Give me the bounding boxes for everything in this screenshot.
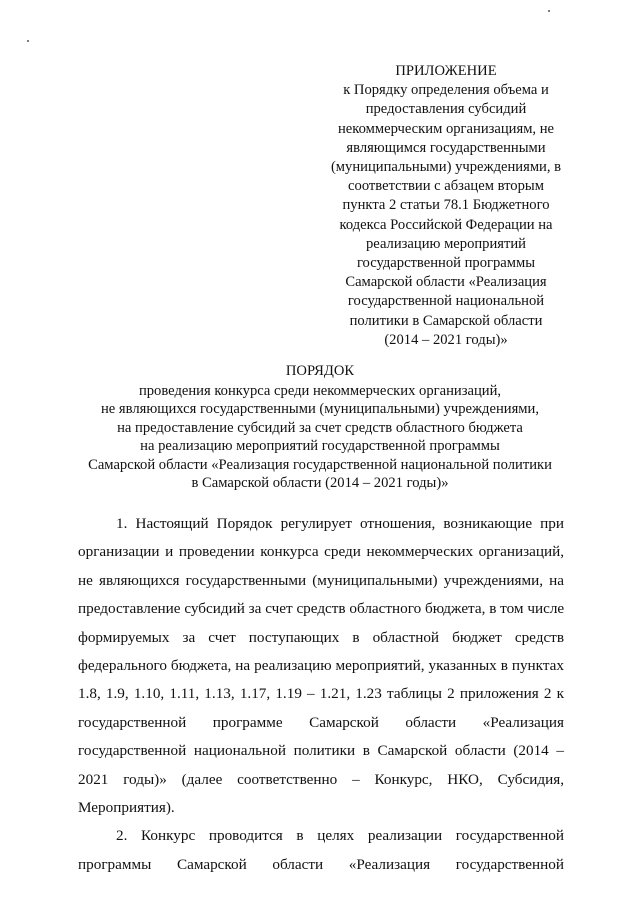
document-title: ПОРЯДОК: [285, 363, 355, 379]
paragraph-line: государственной программе Самарской области «Реализация: [78, 713, 564, 731]
appendix-line: Самарской области «Реализация: [345, 274, 547, 291]
paragraph-line: государственной национальной политики в Самарской области (2014 –: [78, 742, 564, 760]
subtitle-line: на предоставление субсидий за счет средств областного бюджета: [117, 419, 523, 436]
paragraph-1-first-line: 1. Настоящий Порядок регулирует отношения, возникающие при: [116, 515, 564, 532]
paragraph-line: организации и проведении конкурса среди некоммерческих организаций,: [78, 543, 564, 561]
appendix-line: предоставления субсидий: [365, 101, 527, 118]
scan-speck: [27, 40, 29, 42]
paragraph-line: 2021 годы)» (далее соответственно – Конкурс, НКО, Субсидия,: [78, 770, 564, 788]
appendix-line: соответствии с абзацем вторым: [348, 178, 544, 195]
appendix-line: государственной программы: [356, 255, 536, 272]
subtitle-line: в Самарской области (2014 – 2021 годы)»: [191, 475, 449, 492]
appendix-line: кодекса Российской Федерации на: [339, 216, 553, 233]
paragraph-line: предоставление субсидий за счет средств областного бюджета, в том числе: [78, 600, 565, 618]
appendix-line: некоммерческим организациям, не: [337, 120, 555, 137]
appendix-line: политики в Самарской области: [349, 312, 543, 329]
appendix-heading: ПРИЛОЖЕНИЕ: [395, 63, 497, 79]
paragraph-line: федерального бюджета, на реализацию мероприятий, указанных в пунктах: [78, 656, 564, 674]
appendix-line: государственной национальной: [347, 293, 545, 310]
appendix-line: пункта 2 статьи 78.1 Бюджетного: [342, 197, 550, 214]
appendix-line: являющимся государственными: [346, 139, 546, 156]
subtitle-line: не являющихся государственными (муниципальными) учреждениями,: [101, 401, 539, 418]
appendix-line: (2014 – 2021 годы)»: [384, 331, 508, 348]
paragraph-last-line: Мероприятия).: [78, 798, 175, 816]
paragraph-line: не являющихся государственными (муниципальными) учреждениями, на: [78, 571, 564, 589]
document-subtitle: [40, 382, 600, 492]
appendix-block: [316, 62, 576, 350]
appendix-line: реализацию мероприятий: [366, 235, 526, 252]
paragraph-2-first-line: 2. Конкурс проводится в целях реализации государственной: [116, 827, 564, 845]
subtitle-line: проведения конкурса среди некоммерческих организаций,: [138, 383, 502, 399]
scan-speck: [548, 10, 550, 12]
paragraph-line: формируемых за счет поступающих в областной бюджет средств: [78, 628, 564, 646]
body-text: [78, 510, 564, 879]
subtitle-line: Самарской области «Реализация государственной национальной политики: [88, 456, 552, 473]
appendix-line: (муниципальными) учреждениями, в: [330, 159, 562, 176]
paragraph-line: программы Самарской области «Реализация государственной: [78, 855, 564, 873]
paragraph-line: 1.8, 1.9, 1.10, 1.11, 1.13, 1.17, 1.19 – 1.21, 1.23 таблицы 2 приложения 2 к: [78, 685, 564, 703]
subtitle-line: на реализацию мероприятий государственной программы: [140, 438, 500, 455]
appendix-line: к Порядку определения объема и: [343, 82, 549, 99]
